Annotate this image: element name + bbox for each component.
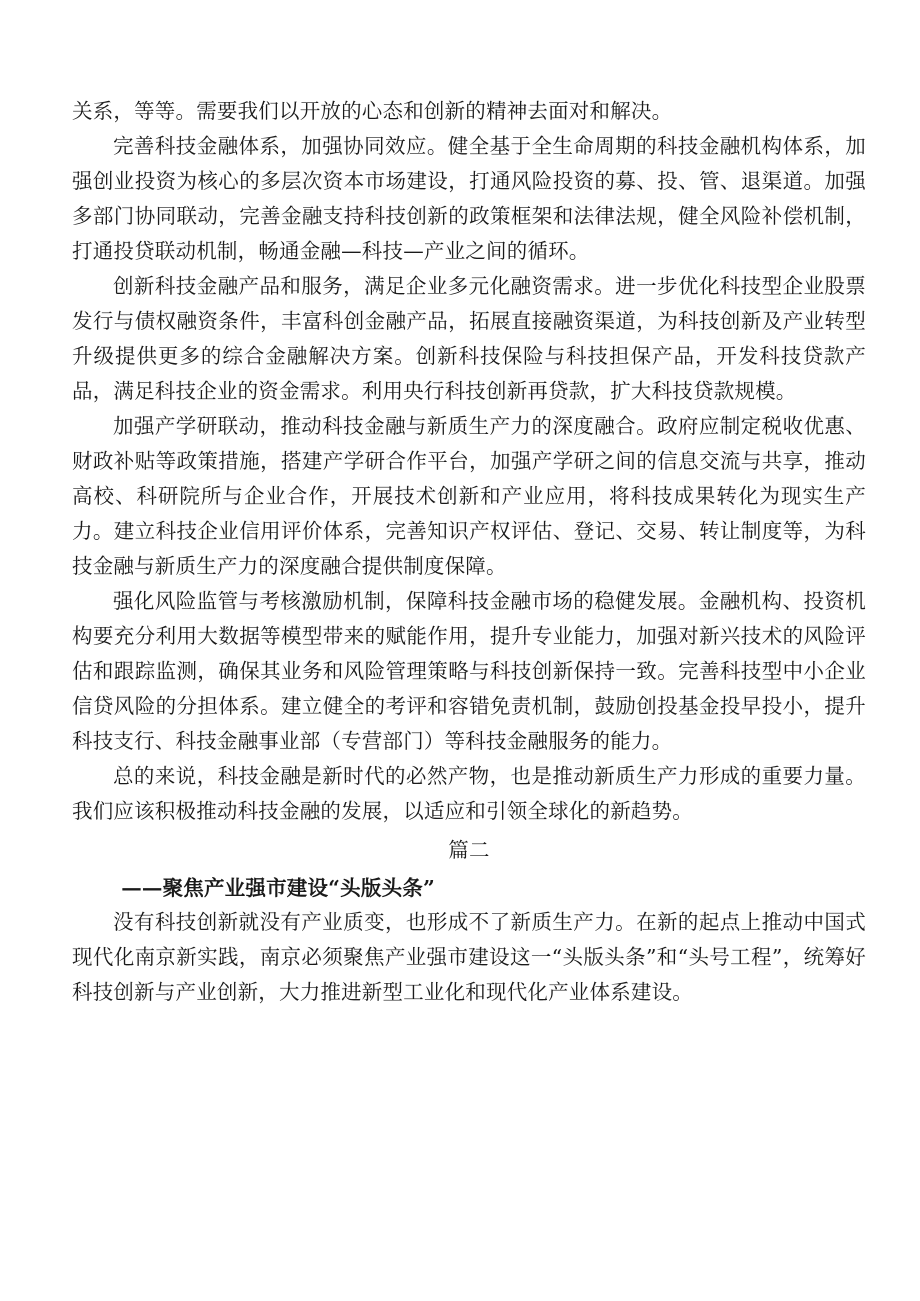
paragraph-section-intro: 没有科技创新就没有产业质变，也形成不了新质生产力。在新的起点上推动中国式现代化南京新实践，南京必须聚焦产业强市建设这一“头版头条”和“头号工程”，统筹好科技创新与产业创新，大力推进新型工业化和现代化产业体系建设。 [72,910,866,1004]
paragraph-risk-supervision: 强化风险监管与考核激励机制，保障科技金融市场的稳健发展。金融机构、投资机构要充分利用大数据等模型带来的赋能作用，提升专业能力，加强对新兴技术的风险评估和跟踪监测，确保其业务和风险管理策略与科技创新保持一致。完善科技型中小企业信贷风险的分担体系。建立健全的考评和容错免责机制，鼓励创投基金投早投小，提升科技支行、科技金融事业部（专营部门）等科技金融服务的能力。 [72,589,866,753]
document-page [72,94,866,1010]
paragraph-industry-academia-research: 加强产学研联动，推动科技金融与新质生产力的深度融合。政府应制定税收优惠、财政补贴等政策措施，搭建产学研合作平台，加强产学研之间的信息交流与共享，推动高校、科研院所与企业合作，开展技术创新和产业应用，将科技成果转化为现实生产力。建立科技企业信用评价体系，完善知识产权评估、登记、交易、转让制度等，为科技金融与新质生产力的深度融合提供制度保障。 [72,414,866,578]
paragraph-continuation: 关系，等等。需要我们以开放的心态和创新的精神去面对和解决。 [72,99,673,123]
paragraph-tech-finance-system: 完善科技金融体系，加强协同效应。健全基于全生命周期的科技金融机构体系，加强创业投资为核心的多层次资本市场建设，打通风险投资的募、投、管、退渠道。加强多部门协同联动，完善金融支持科技创新的政策框架和法律法规，健全风险补偿机制，打通投贷联动机制，畅通金融—科技—产业之间的循环。 [72,134,866,263]
section-title: 篇二 [448,838,490,862]
paragraph-conclusion: 总的来说，科技金融是新时代的必然产物，也是推动新质生产力形成的重要力量。我们应该积极推动科技金融的发展，以适应和引领全球化的新趋势。 [72,764,866,823]
paragraph-tech-finance-products: 创新科技金融产品和服务，满足企业多元化融资需求。进一步优化科技型企业股票发行与债权融资条件，丰富科创金融产品，拓展直接融资渠道，为科技创新及产业转型升级提供更多的综合金融解决方案。创新科技保险与科技担保产品，开发科技贷款产品，满足科技企业的资金需求。利用央行科技创新再贷款，扩大科技贷款规模。 [72,274,866,403]
section-subtitle: ——聚焦产业强市建设“头版头条” [121,876,435,900]
